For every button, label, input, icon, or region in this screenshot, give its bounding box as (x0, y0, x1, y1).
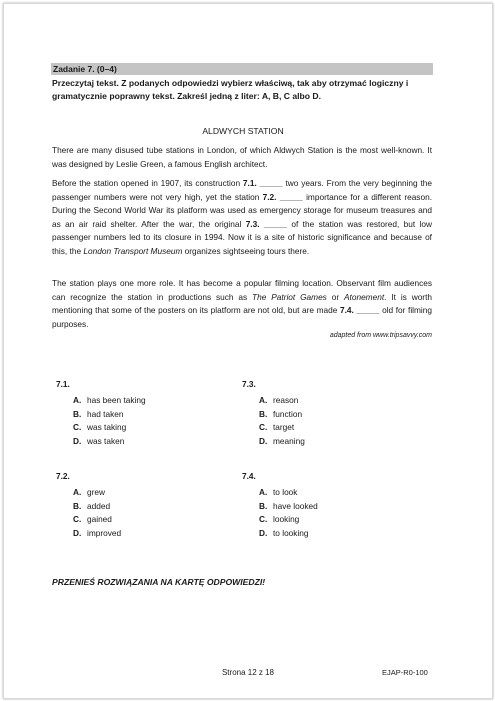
paragraph-3-part-d: old for filming purposes. (52, 305, 432, 329)
question-number: 7.1. (56, 379, 70, 389)
option-text: to look (273, 487, 298, 497)
option-text: reason (273, 395, 299, 405)
paragraph-1-text: There are many disused tube stations in London, of which Aldwych Station is the most well-known. It was designed by Leslie Green, a famous English architect. (52, 145, 432, 169)
option-text: was taking (87, 422, 127, 433)
question-7-2 (56, 470, 121, 540)
question-number: 7.4. (242, 471, 256, 481)
option-letter: A. (73, 487, 82, 497)
paragraph-2-part-d: of the station was restored, but low passenger numbers led to its closure in 1994. Now it is a site of historic significance and because of this, the (52, 218, 433, 256)
gap-7-3: 7.3. _____ (245, 218, 287, 229)
option-letter: C. (259, 422, 268, 433)
option-text: have looked (273, 500, 318, 511)
option-text: function (273, 408, 303, 419)
option-letter: D. (259, 435, 268, 446)
gap-7-1: 7.1. _____ (242, 178, 283, 188)
option-letter: D. (73, 527, 82, 538)
paragraph-3 (52, 277, 432, 331)
paragraph-2-part-c: importance for a different reason. During the Second World War its platform was used as emergency storage for museum treasures and as an air raid shelter. After the war, the original (52, 191, 432, 229)
question-7-1 (56, 378, 146, 448)
option-a[interactable] (242, 486, 318, 500)
gap-7-2: 7.2. _____ (262, 191, 303, 202)
option-letter: A. (259, 487, 268, 497)
option-c[interactable] (242, 513, 318, 527)
paragraph-3-part-a: The station plays one more role. It has become a popular filming location. Observant film audiences can recognize the station in productions such as (52, 278, 432, 302)
option-c[interactable] (56, 513, 121, 527)
exam-code: EJAP-R0-100 (382, 668, 428, 677)
option-c[interactable] (242, 421, 305, 435)
gap-7-4: 7.4. _____ (339, 305, 380, 316)
option-text: was taken (87, 435, 125, 446)
option-text: had taken (87, 408, 124, 419)
option-b[interactable] (242, 408, 305, 422)
option-b[interactable] (56, 408, 146, 422)
option-letter: C. (73, 422, 82, 433)
paragraph-3-part-c: . It is worth mentioning that some of the posters on its platform are not old, but are made (52, 291, 432, 316)
option-a[interactable] (242, 394, 305, 408)
option-text: meaning (273, 435, 305, 446)
text-title: ALDWYCH STATION (202, 126, 284, 136)
source-note: adapted from www.tripsavvy.com (329, 332, 432, 339)
task-instruction: Przeczytaj tekst. Z podanych odpowiedzi wybierz właściwą, tak aby otrzymać logiczny i gramatycznie poprawny tekst. Zakreśl jedną z liter: A, B, C albo D. (52, 78, 409, 101)
exam-page (3, 3, 493, 699)
film-title-2: Atonement (344, 291, 385, 302)
question-number: 7.3. (242, 379, 256, 389)
paragraph-1 (52, 144, 432, 171)
page-number: Strona 12 z 18 (221, 668, 275, 677)
option-text: grew (87, 487, 105, 497)
task-header: Zadanie 7. (0–4) (51, 63, 433, 75)
option-a[interactable] (56, 394, 146, 408)
option-letter: B. (259, 408, 268, 419)
option-letter: D. (259, 527, 268, 538)
film-title-1: The Patriot Games (252, 291, 327, 302)
option-a[interactable] (56, 486, 121, 500)
option-text: improved (87, 527, 122, 538)
option-letter: A. (73, 395, 82, 405)
option-text: to looking (273, 527, 309, 538)
question-7-4 (242, 470, 318, 540)
option-b[interactable] (56, 500, 121, 514)
option-d[interactable] (56, 527, 121, 541)
option-letter: B. (73, 500, 82, 511)
paragraph-3-part-b: or (326, 291, 344, 302)
paragraph-2 (52, 177, 432, 259)
option-d[interactable] (242, 435, 305, 449)
option-letter: C. (73, 514, 82, 525)
option-letter: B. (259, 500, 268, 511)
museum-name: London Transport Museum (83, 245, 183, 256)
transfer-note: PRZENIEŚ ROZWIĄZANIA NA KARTĘ ODPOWIEDZI! (52, 577, 266, 587)
option-text: added (87, 500, 111, 511)
option-text: has been taking (87, 395, 146, 405)
option-letter: D. (73, 435, 82, 446)
option-text: looking (273, 514, 300, 525)
option-b[interactable] (242, 500, 318, 514)
option-c[interactable] (56, 421, 146, 435)
option-text: target (273, 422, 295, 433)
paragraph-2-part-b: two years. From the very beginning the passenger numbers were not very high, yet the station (52, 178, 432, 202)
question-number: 7.2. (56, 471, 70, 481)
option-text: gained (87, 514, 112, 525)
option-d[interactable] (242, 527, 318, 541)
option-letter: B. (73, 408, 82, 419)
option-letter: A. (259, 395, 268, 405)
option-d[interactable] (56, 435, 146, 449)
question-7-3 (242, 378, 305, 448)
paragraph-2-part-e: organizes sightseeing tours there. (182, 245, 310, 256)
paragraph-2-part-a: Before the station opened in 1907, its construction (52, 178, 243, 188)
option-letter: C. (259, 514, 268, 525)
